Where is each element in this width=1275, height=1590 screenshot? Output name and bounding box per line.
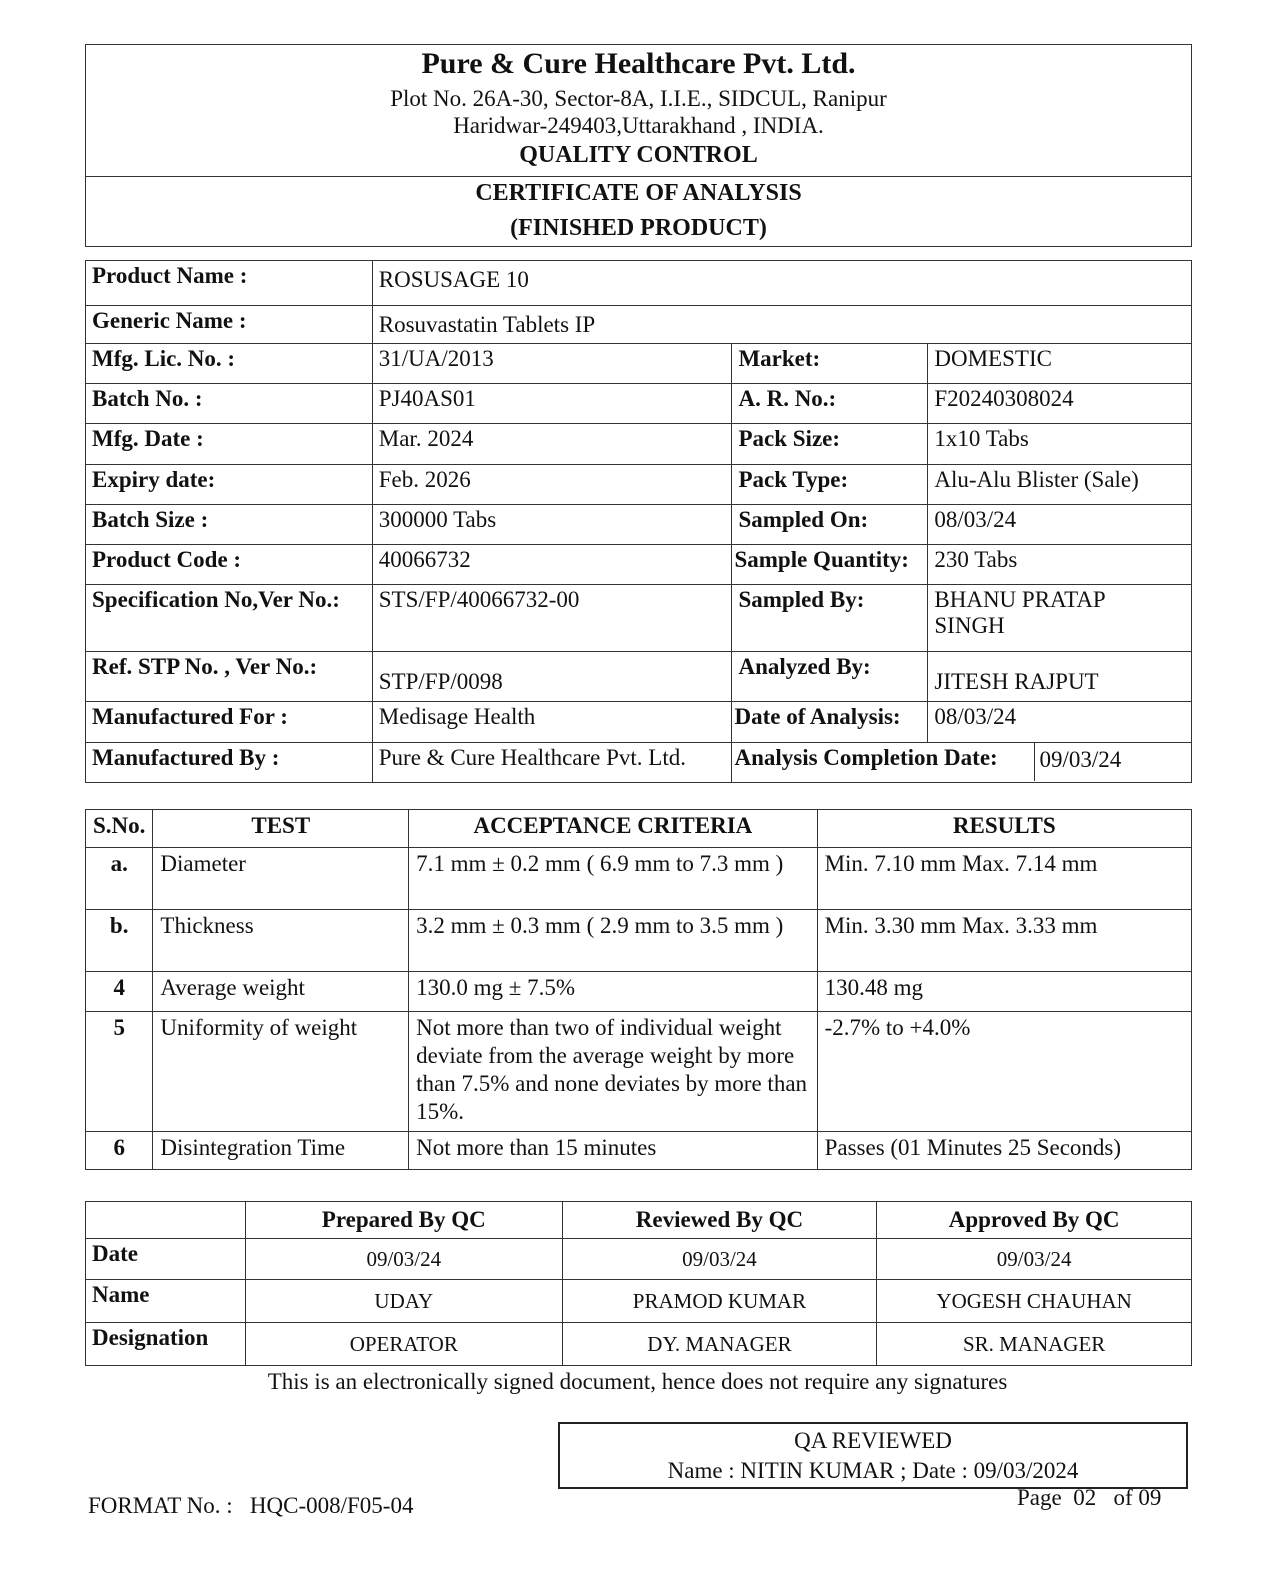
info-value: Pure & Cure Healthcare Pvt. Ltd. bbox=[372, 743, 732, 783]
company-name: Pure & Cure Healthcare Pvt. Ltd. bbox=[421, 47, 856, 80]
completion-cell bbox=[732, 743, 1192, 783]
info-value: STP/FP/0098 bbox=[372, 652, 732, 702]
info-value: 31/UA/2013 bbox=[372, 344, 732, 384]
document-title-box bbox=[85, 177, 1192, 247]
table-row bbox=[86, 972, 1192, 1012]
info-label: Generic Name : bbox=[86, 306, 373, 344]
serial-number: b. bbox=[86, 910, 153, 972]
table-header-row bbox=[86, 810, 1192, 848]
info-label: Batch No. : bbox=[86, 384, 373, 424]
info-value: PJ40AS01 bbox=[372, 384, 732, 424]
format-number: FORMAT No. : HQC-008/F05-04 bbox=[88, 1493, 414, 1518]
column-header: RESULTS bbox=[817, 810, 1191, 848]
signoff-designation: OPERATOR bbox=[245, 1323, 562, 1366]
test-result: Min. 3.30 mm Max. 3.33 mm bbox=[817, 910, 1191, 972]
table-row bbox=[86, 1239, 1192, 1280]
table-row bbox=[86, 1280, 1192, 1323]
acceptance-criteria: 130.0 mg ± 7.5% bbox=[409, 972, 817, 1012]
acceptance-criteria: Not more than two of individual weight deviate from the average weight by more than 7.5% and none deviates by more than 15%. bbox=[409, 1012, 817, 1132]
signoff-table bbox=[85, 1201, 1192, 1366]
info-label: Expiry date: bbox=[86, 465, 373, 505]
table-row bbox=[86, 585, 1192, 652]
table-row bbox=[86, 702, 1192, 743]
test-result: Min. 7.10 mm Max. 7.14 mm bbox=[817, 848, 1191, 910]
signoff-date: 09/03/24 bbox=[245, 1239, 562, 1280]
electronic-signature-note: This is an electronically signed document, hence does not require any signatures bbox=[267, 1369, 1008, 1394]
department-title: QUALITY CONTROL bbox=[519, 142, 758, 168]
signoff-designation: DY. MANAGER bbox=[562, 1323, 877, 1366]
info-value: JITESH RAJPUT bbox=[928, 652, 1192, 702]
info-value: 08/03/24 bbox=[928, 505, 1192, 545]
info-label: Date of Analysis: bbox=[732, 702, 928, 743]
info-label: Mfg. Lic. No. : bbox=[86, 344, 373, 384]
info-label: Sample Quantity: bbox=[732, 545, 928, 585]
acceptance-criteria: 3.2 mm ± 0.3 mm ( 2.9 mm to 3.5 mm ) bbox=[409, 910, 817, 972]
table-row bbox=[86, 505, 1192, 545]
test-name: Thickness bbox=[153, 910, 409, 972]
info-value: Feb. 2026 bbox=[372, 465, 732, 505]
column-header: S.No. bbox=[86, 810, 153, 848]
table-row bbox=[86, 910, 1192, 972]
test-name: Average weight bbox=[153, 972, 409, 1012]
row-label: Designation bbox=[86, 1323, 246, 1366]
info-label: Sampled On: bbox=[732, 505, 928, 545]
info-label: Manufactured By : bbox=[86, 743, 373, 783]
info-value: 09/03/24 bbox=[1039, 747, 1122, 772]
info-label: Specification No,Ver No.: bbox=[86, 585, 373, 652]
column-header: Reviewed By QC bbox=[562, 1202, 877, 1239]
table-row bbox=[86, 743, 1192, 783]
table-row bbox=[86, 1132, 1192, 1170]
info-label: Analyzed By: bbox=[732, 652, 928, 702]
document-subtitle: (FINISHED PRODUCT) bbox=[510, 215, 767, 241]
table-row bbox=[86, 261, 1192, 306]
acceptance-criteria: Not more than 15 minutes bbox=[409, 1132, 817, 1170]
info-value: STS/FP/40066732-00 bbox=[372, 585, 732, 652]
product-name-value: ROSUSAGE 10 bbox=[372, 261, 1191, 306]
signoff-name: YOGESH CHAUHAN bbox=[877, 1280, 1192, 1323]
column-header: Approved By QC bbox=[877, 1202, 1192, 1239]
table-row bbox=[86, 545, 1192, 585]
info-label: Market: bbox=[732, 344, 928, 384]
info-label: Pack Type: bbox=[732, 465, 928, 505]
info-value: 300000 Tabs bbox=[372, 505, 732, 545]
table-row bbox=[86, 848, 1192, 910]
info-label: Manufactured For : bbox=[86, 702, 373, 743]
test-name: Uniformity of weight bbox=[153, 1012, 409, 1132]
table-row bbox=[86, 306, 1192, 344]
acceptance-criteria: 7.1 mm ± 0.2 mm ( 6.9 mm to 7.3 mm ) bbox=[409, 848, 817, 910]
info-label: Ref. STP No. , Ver No.: bbox=[86, 652, 373, 702]
signoff-name: PRAMOD KUMAR bbox=[562, 1280, 877, 1323]
table-row bbox=[86, 1012, 1192, 1132]
info-value: 40066732 bbox=[372, 545, 732, 585]
column-header: ACCEPTANCE CRITERIA bbox=[409, 810, 817, 848]
row-label: Date bbox=[86, 1239, 246, 1280]
generic-name-value: Rosuvastatin Tablets IP bbox=[372, 306, 1191, 344]
test-result: 130.48 mg bbox=[817, 972, 1191, 1012]
serial-number: 4 bbox=[86, 972, 153, 1012]
address-line-1: Plot No. 26A-30, Sector-8A, I.I.E., SIDCUL, Ranipur bbox=[390, 86, 887, 111]
test-name: Diameter bbox=[153, 848, 409, 910]
info-value: BHANU PRATAP SINGH bbox=[928, 585, 1192, 652]
info-label: Batch Size : bbox=[86, 505, 373, 545]
info-label: Product Code : bbox=[86, 545, 373, 585]
info-value: 230 Tabs bbox=[928, 545, 1192, 585]
column-header: TEST bbox=[153, 810, 409, 848]
info-label: Product Name : bbox=[86, 261, 373, 306]
info-value: 08/03/24 bbox=[928, 702, 1192, 743]
signoff-date: 09/03/24 bbox=[877, 1239, 1192, 1280]
qa-review-detail: Name : NITIN KUMAR ; Date : 09/03/2024 bbox=[667, 1458, 1079, 1483]
table-row bbox=[86, 424, 1192, 465]
serial-number: 6 bbox=[86, 1132, 153, 1170]
table-row bbox=[86, 1323, 1192, 1366]
info-value: Alu-Alu Blister (Sale) bbox=[928, 465, 1192, 505]
empty-header-cell bbox=[86, 1202, 246, 1239]
page-number: Page 02 of 09 bbox=[1017, 1485, 1162, 1510]
info-label: Mfg. Date : bbox=[86, 424, 373, 465]
table-header-row bbox=[86, 1202, 1192, 1239]
signoff-name: UDAY bbox=[245, 1280, 562, 1323]
info-value: Medisage Health bbox=[372, 702, 732, 743]
company-header bbox=[85, 44, 1192, 177]
product-info-table bbox=[85, 260, 1192, 783]
address-line-2: Haridwar-249403,Uttarakhand , INDIA. bbox=[453, 113, 824, 138]
qa-review-title: QA REVIEWED bbox=[794, 1428, 952, 1453]
test-result: -2.7% to +4.0% bbox=[817, 1012, 1191, 1132]
info-label: Pack Size: bbox=[732, 424, 928, 465]
qa-review-box bbox=[558, 1422, 1188, 1489]
info-label: Sampled By: bbox=[732, 585, 928, 652]
signoff-designation: SR. MANAGER bbox=[877, 1323, 1192, 1366]
serial-number: 5 bbox=[86, 1012, 153, 1132]
table-row bbox=[86, 652, 1192, 702]
info-value: DOMESTIC bbox=[928, 344, 1192, 384]
test-results-table bbox=[85, 809, 1192, 1170]
table-row bbox=[86, 465, 1192, 505]
document-title: CERTIFICATE OF ANALYSIS bbox=[475, 180, 802, 206]
info-value: F20240308024 bbox=[928, 384, 1192, 424]
row-label: Name bbox=[86, 1280, 246, 1323]
info-label: A. R. No.: bbox=[732, 384, 928, 424]
column-header: Prepared By QC bbox=[245, 1202, 562, 1239]
table-row bbox=[86, 344, 1192, 384]
serial-number: a. bbox=[86, 848, 153, 910]
test-result: Passes (01 Minutes 25 Seconds) bbox=[817, 1132, 1191, 1170]
test-name: Disintegration Time bbox=[153, 1132, 409, 1170]
table-row bbox=[86, 384, 1192, 424]
info-label: Analysis Completion Date: bbox=[732, 743, 1035, 781]
info-value: 1x10 Tabs bbox=[928, 424, 1192, 465]
info-value: Mar. 2024 bbox=[372, 424, 732, 465]
signoff-date: 09/03/24 bbox=[562, 1239, 877, 1280]
